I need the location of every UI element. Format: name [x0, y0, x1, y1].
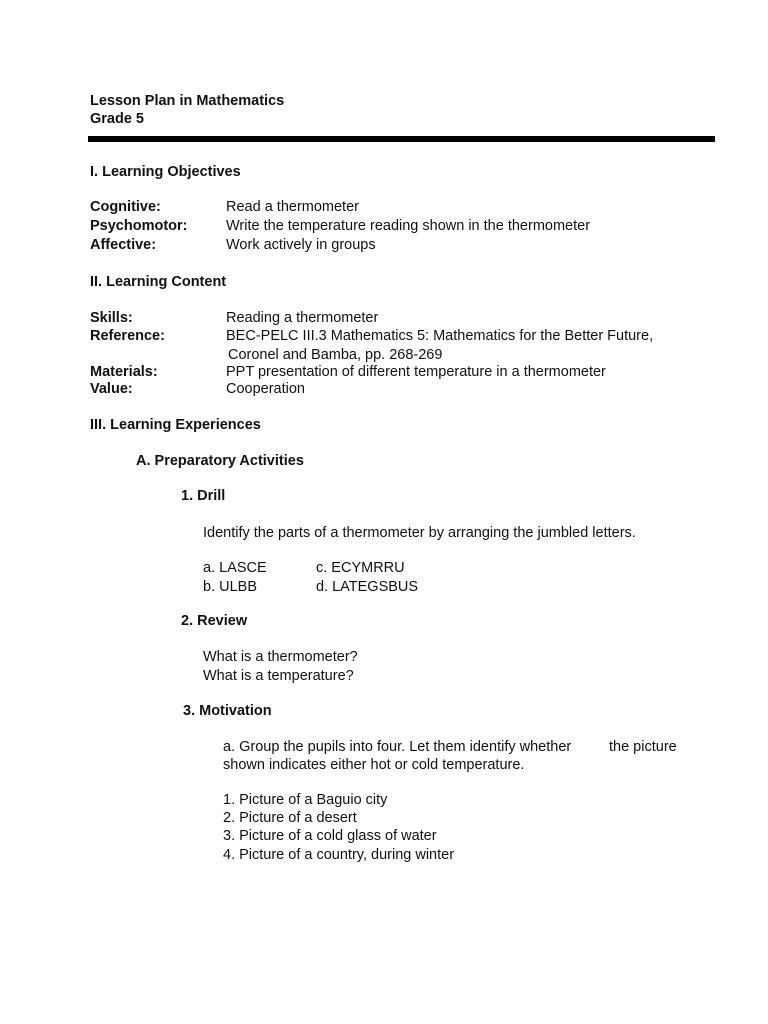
psychomotor-label: Psychomotor:: [90, 218, 188, 234]
header-divider: [88, 136, 715, 142]
content-heading: II. Learning Content: [90, 274, 227, 290]
psychomotor-value: Write the temperature reading shown in the thermometer: [226, 218, 591, 234]
drill-title: 1. Drill: [181, 488, 226, 504]
drill-item: a. LASCE: [203, 560, 267, 576]
drill-item: b. ULBB: [203, 579, 257, 595]
drill-item: d. LATEGSBUS: [316, 579, 419, 595]
experiences-heading: III. Learning Experiences: [90, 417, 261, 433]
affective-label: Affective:: [90, 237, 157, 253]
picture-item: 1. Picture of a Baguio city: [223, 792, 388, 808]
picture-item: 4. Picture of a country, during winter: [223, 847, 455, 863]
preparatory-heading: A. Preparatory Activities: [136, 453, 304, 469]
motivation-text-line1-end: the picture: [609, 739, 677, 755]
skills-value: Reading a thermometer: [226, 310, 379, 326]
motivation-text-line1: a. Group the pupils into four. Let them identify whether: [223, 739, 572, 755]
review-title: 2. Review: [181, 613, 248, 629]
motivation-text-line2: shown indicates either hot or cold temperature.: [223, 757, 525, 773]
motivation-title: 3. Motivation: [183, 703, 272, 719]
grade-level: Grade 5: [90, 111, 144, 127]
materials-value: PPT presentation of different temperature in a thermometer: [226, 364, 606, 380]
affective-value: Work actively in groups: [226, 237, 376, 253]
review-question: What is a temperature?: [203, 668, 354, 684]
drill-instruction: Identify the parts of a thermometer by arranging the jumbled letters.: [203, 525, 636, 541]
reference-value-line1: BEC-PELC III.3 Mathematics 5: Mathematics for the Better Future,: [226, 328, 654, 344]
objectives-heading: I. Learning Objectives: [90, 164, 241, 180]
materials-label: Materials:: [90, 364, 158, 380]
page-title: Lesson Plan in Mathematics: [90, 93, 285, 109]
skills-label: Skills:: [90, 310, 133, 326]
cognitive-label: Cognitive:: [90, 199, 161, 215]
picture-item: 3. Picture of a cold glass of water: [223, 828, 437, 844]
review-question: What is a thermometer?: [203, 649, 358, 665]
value-label: Value:: [90, 381, 133, 397]
picture-item: 2. Picture of a desert: [223, 810, 357, 826]
cognitive-value: Read a thermometer: [226, 199, 359, 215]
drill-item: c. ECYMRRU: [316, 560, 405, 576]
reference-label: Reference:: [90, 328, 165, 344]
value-value: Cooperation: [226, 381, 305, 397]
reference-value-line2: Coronel and Bamba, pp. 268-269: [228, 347, 443, 363]
